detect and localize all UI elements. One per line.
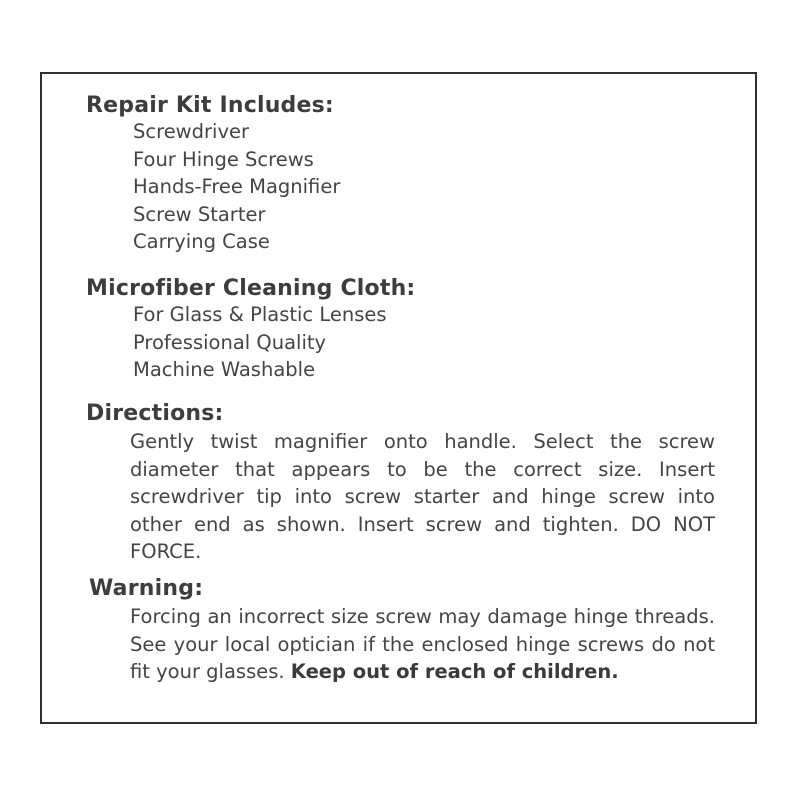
list-item: Screwdriver	[133, 120, 250, 143]
directions-heading: Directions:	[86, 401, 224, 426]
directions-text: Gently twist magnifier onto handle. Select the screw diameter that appears to be the correct size. Insert screwdriver tip into screw starter and hinge screw into other end as shown. Insert screw and tighten. DO NOT FORCE.	[130, 430, 715, 563]
warning-text	[130, 603, 715, 686]
warning-body: Forcing an incorrect size screw may damage hinge threads. See your local optician if the enclosed hinge screws do not fit your glasses.	[130, 605, 715, 683]
list-item: For Glass & Plastic Lenses	[133, 303, 387, 326]
list-item: Screw Starter	[133, 202, 266, 226]
list-item: Machine Washable	[133, 358, 316, 381]
repair-kit-heading: Repair Kit Includes:	[86, 93, 334, 118]
list-item: Hands-Free Magnifier	[133, 175, 341, 198]
repair-kit-list	[133, 118, 340, 256]
cloth-heading: Microfiber Cleaning Cloth:	[86, 276, 416, 301]
list-item: Four Hinge Screws	[133, 147, 314, 171]
warning-emphasis: Keep out of reach of children.	[290, 660, 619, 683]
warning-heading: Warning:	[89, 576, 204, 601]
list-item: Professional Quality	[133, 330, 327, 354]
list-item: Carrying Case	[133, 230, 270, 253]
cloth-list	[133, 301, 387, 384]
